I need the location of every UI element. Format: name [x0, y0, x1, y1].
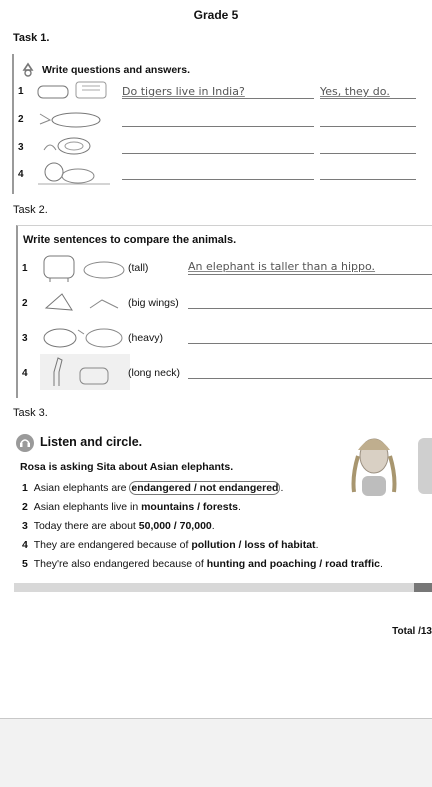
task3-box	[14, 428, 432, 594]
birds-picture	[40, 286, 130, 318]
task3-label: Task 3.	[13, 407, 48, 419]
task1-box	[12, 54, 424, 194]
task3-instruction: Listen and circle.	[40, 435, 143, 449]
task1-label: Task 1.	[13, 32, 50, 44]
task3-bottom-bar	[14, 583, 432, 592]
page-bottom-area	[0, 718, 432, 787]
task1-row-num: 4	[18, 169, 24, 180]
page-tab	[414, 583, 432, 592]
grade-title: Grade 5	[193, 8, 239, 22]
task3-options-1[interactable]: endangered / not endangered	[131, 482, 279, 494]
task3-item-4: 4 They are endangered because of pollution / loss of habitat.	[22, 539, 319, 551]
task3-item-3: 3 Today there are about 50,000 / 70,000.	[22, 520, 215, 532]
second-child-picture	[418, 438, 432, 494]
task1-question-4[interactable]	[122, 179, 314, 180]
task1-question-2[interactable]	[122, 126, 314, 127]
task1-row-num: 3	[18, 142, 24, 153]
task2-row-num: 2	[22, 298, 28, 309]
task1-question-1[interactable]: Do tigers live in India?	[122, 85, 245, 98]
task2-answer-3[interactable]	[188, 343, 432, 344]
total-score: Total /13	[392, 626, 432, 637]
task2-prompt-3: (heavy)	[128, 332, 164, 344]
giraffe-elephant-picture	[40, 354, 130, 390]
task2-row-num: 1	[22, 263, 28, 274]
task1-row-num: 1	[18, 86, 24, 97]
crocodile-picture	[36, 106, 114, 130]
elephant-hippo-picture	[40, 252, 130, 284]
task1-row-num: 2	[18, 114, 24, 125]
audio-icon[interactable]	[16, 434, 34, 452]
snake-picture	[36, 134, 114, 158]
task2-box	[16, 225, 432, 398]
task2-answer-2[interactable]	[188, 308, 432, 309]
task3-item-2: 2 Asian elephants live in mountains / forests.	[22, 501, 241, 513]
recycle-icon	[20, 62, 36, 78]
task1-answer-1[interactable]: Yes, they do.	[320, 85, 390, 98]
task1-question-3[interactable]	[122, 153, 314, 154]
hippo-rhino-picture	[40, 322, 130, 354]
task3-item-1: 1 Asian elephants are endangered / not endangered .	[22, 482, 284, 494]
task1-instruction: Write questions and answers.	[42, 64, 191, 76]
task2-answer-1[interactable]: An elephant is taller than a hippo.	[188, 260, 376, 273]
task2-instruction: Write sentences to compare the animals.	[23, 234, 237, 246]
task1-answer-4[interactable]	[320, 179, 416, 180]
task2-prompt-1: (tall)	[128, 262, 149, 274]
task2-prompt-2: (big wings)	[128, 297, 179, 309]
task1-answer-3[interactable]	[320, 153, 416, 154]
task2-row-num: 3	[22, 333, 28, 344]
task3-item-5: 5 They're also endangered because of hunting and poaching / road traffic.	[22, 558, 383, 570]
task3-options-5[interactable]: hunting and poaching / road traffic	[206, 558, 380, 570]
task2-label: Task 2.	[13, 204, 48, 216]
task2-row-num: 4	[22, 368, 28, 379]
lion-picture	[36, 160, 114, 186]
task1-answer-2[interactable]	[320, 126, 416, 127]
task2-prompt-4: (long neck)	[128, 367, 180, 379]
task3-options-4[interactable]: pollution / loss of habitat	[191, 539, 316, 551]
task3-options-3[interactable]: 50,000 / 70,000	[138, 520, 212, 532]
task3-options-2[interactable]: mountains / forests	[141, 501, 238, 513]
girl-picture	[344, 430, 406, 496]
task2-answer-4[interactable]	[188, 378, 432, 379]
task3-subtitle: Rosa is asking Sita about Asian elephants.	[20, 461, 234, 473]
tiger-picture	[36, 80, 114, 102]
